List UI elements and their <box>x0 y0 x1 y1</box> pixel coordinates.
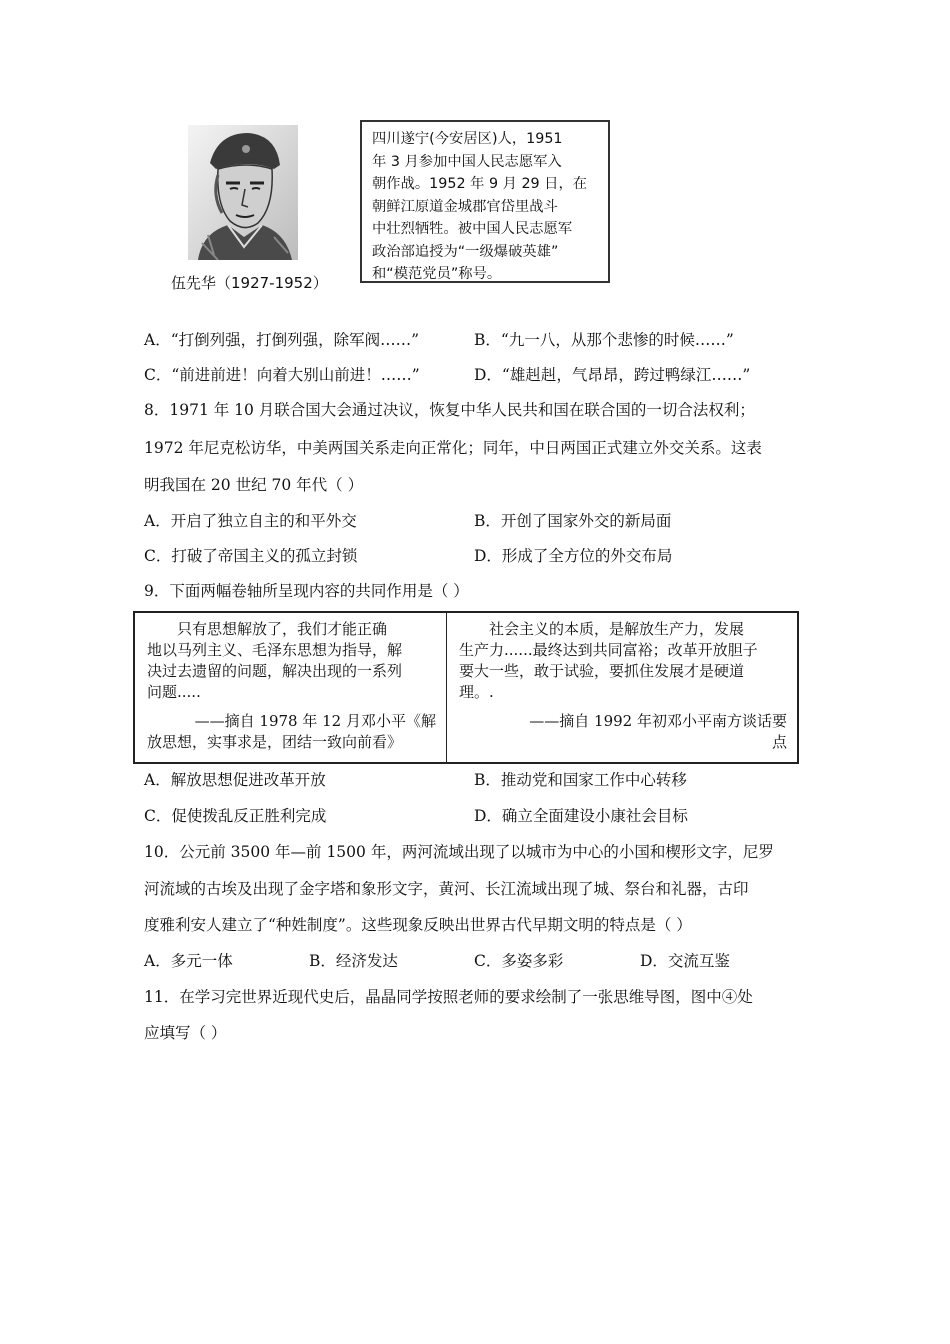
q9-option-b[interactable]: B．推动党和国家工作中心转移 <box>474 771 687 789</box>
quote-left-source: 放思想，实事求是，团结一致向前看》 <box>147 733 403 751</box>
q7-option-a[interactable]: A．“打倒列强，打倒列强，除军阀……” <box>144 331 420 349</box>
bio-line: 朝鲜江原道金城郡官岱里战斗 <box>372 198 558 215</box>
quote-right-line: 理。. <box>459 683 494 701</box>
quote-right-source: ——摘自 1992 年初邓小平南方谈话要 <box>529 712 787 730</box>
q8-option-c[interactable]: C．打破了帝国主义的孤立封锁 <box>144 547 358 565</box>
bio-line: 年 3 月参加中国人民志愿军入 <box>372 153 562 170</box>
q9-option-a[interactable]: A．解放思想促进改革开放 <box>144 771 326 789</box>
q10-option-a[interactable]: A．多元一体 <box>144 952 233 970</box>
q10-stem-line: 度雅利安人建立了“种姓制度”。这些现象反映出世界古代早期文明的特点是（ ） <box>144 916 692 934</box>
q9-stem: 9．下面两幅卷轴所呈现内容的共同作用是（ ） <box>144 582 469 600</box>
quote-left-source: ——摘自 1978 年 12 月邓小平《解 <box>194 712 436 730</box>
q9-option-c[interactable]: C．促使拨乱反正胜利完成 <box>144 807 327 825</box>
q8-stem-line: 8．1971 年 10 月联合国大会通过决议，恢复中华人民共和国在联合国的一切合法权利； <box>144 401 755 419</box>
q10-option-b[interactable]: B．经济发达 <box>309 952 398 970</box>
q8-option-b[interactable]: B．开创了国家外交的新局面 <box>474 512 672 530</box>
q9-option-d[interactable]: D．确立全面建设小康社会目标 <box>474 807 688 825</box>
bio-textbox <box>360 120 610 283</box>
q10-option-c[interactable]: C．多姿多彩 <box>474 952 564 970</box>
q11-stem-line: 11．在学习完世界近现代史后，晶晶同学按照老师的要求绘制了一张思维导图，图中④处 <box>144 988 753 1006</box>
soldier-portrait-image <box>188 125 298 260</box>
portrait-caption: 伍先华（1927-1952） <box>171 274 328 292</box>
q7-option-b[interactable]: B．“九一八，从那个悲惨的时候……” <box>474 331 734 349</box>
q11-stem-line: 应填写（ ） <box>144 1024 227 1042</box>
bio-line: 朝作战。1952 年 9 月 29 日，在 <box>372 176 588 192</box>
quote-right-source: 点 <box>771 733 787 751</box>
q8-stem-line: 1972 年尼克松访华，中美两国关系走向正常化；同年，中日两国正式建立外交关系。这表 <box>144 439 762 457</box>
quote-right-cell <box>447 613 797 762</box>
q8-option-d[interactable]: D．形成了全方位的外交布局 <box>474 547 673 565</box>
quote-right-line: 生产力......最终达到共同富裕；改革开放胆子 <box>459 641 758 659</box>
q10-option-d[interactable]: D．交流互鉴 <box>640 952 730 970</box>
quote-right-line: 社会主义的本质，是解放生产力，发展 <box>459 620 745 638</box>
bio-line: 和“模范党员”称号。 <box>372 266 502 282</box>
q8-stem-line: 明我国在 20 世纪 70 年代（ ） <box>144 476 364 494</box>
bio-line: 政治部追授为“一级爆破英雄” <box>372 243 559 260</box>
bio-line: 四川遂宁(今安居区)人，1951 <box>372 131 563 147</box>
quote-right-line: 要大一些，敢于试验，要抓住发展才是硬道 <box>459 662 745 680</box>
bio-line: 中壮烈牺牲。被中国人民志愿军 <box>372 221 573 237</box>
portrait-sketch <box>188 125 298 260</box>
q8-option-a[interactable]: A．开启了独立自主的和平外交 <box>144 512 357 530</box>
q10-stem-line: 河流域的古埃及出现了金字塔和象形文字，黄河、长江流域出现了城、祭台和礼器，古印 <box>144 880 749 898</box>
quote-left-line: 地以马列主义、毛泽东思想为指导，解 <box>147 641 403 659</box>
quote-left-line: 只有思想解放了，我们才能正确 <box>147 620 388 638</box>
quote-left-line: 决过去遗留的问题，解决出现的一系列 <box>147 662 403 680</box>
q7-option-c[interactable]: C．“前进前进！向着大别山前进！……” <box>144 366 420 384</box>
quote-left-line: 问题..... <box>147 683 201 701</box>
quote-table <box>133 611 799 764</box>
q7-option-d[interactable]: D．“雄赳赳，气昂昂，跨过鸭绿江……” <box>474 366 751 384</box>
q10-stem-line: 10．公元前 3500 年—前 1500 年，两河流域出现了以城市为中心的小国和楔形文字，尼罗 <box>144 843 774 861</box>
quote-left-cell <box>135 613 447 762</box>
